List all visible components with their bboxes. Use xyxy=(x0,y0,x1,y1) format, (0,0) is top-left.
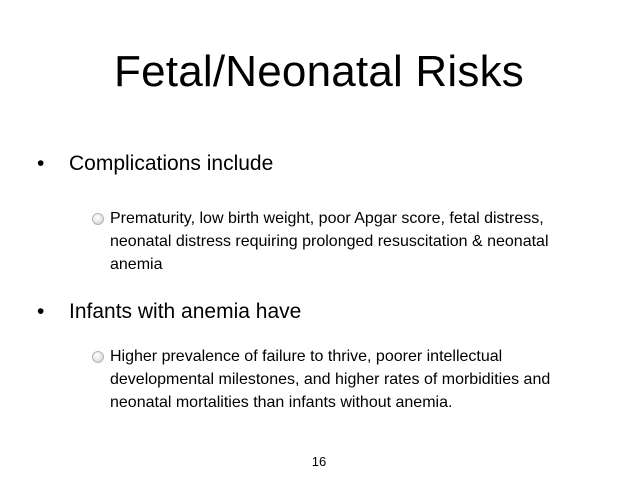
sub-bullet-text: Prematurity, low birth weight, poor Apgar score, fetal distress, neonatal distress requiring prolonged resuscitation & neonatal anemia xyxy=(110,210,549,273)
bullet-text: Complications include xyxy=(69,152,274,175)
sub-bullet-icon xyxy=(92,213,104,225)
bullet-dot: • xyxy=(37,152,45,175)
sub-bullet-icon xyxy=(92,351,104,363)
slide-title: Fetal/Neonatal Risks xyxy=(114,47,524,96)
sub-bullet-item xyxy=(92,207,592,276)
bullet-dot: • xyxy=(37,300,45,323)
bullet-item xyxy=(37,151,273,177)
sub-bullet-text: Higher prevalence of failure to thrive, poorer intellectual developmental milestones, and higher rates of morbidities and neonatal mortalities than infants without anemia. xyxy=(110,348,551,411)
bullet-item xyxy=(37,299,301,325)
page-number: 16 xyxy=(311,454,327,469)
bullet-text: Infants with anemia have xyxy=(69,300,302,323)
sub-bullet-item xyxy=(92,345,592,414)
